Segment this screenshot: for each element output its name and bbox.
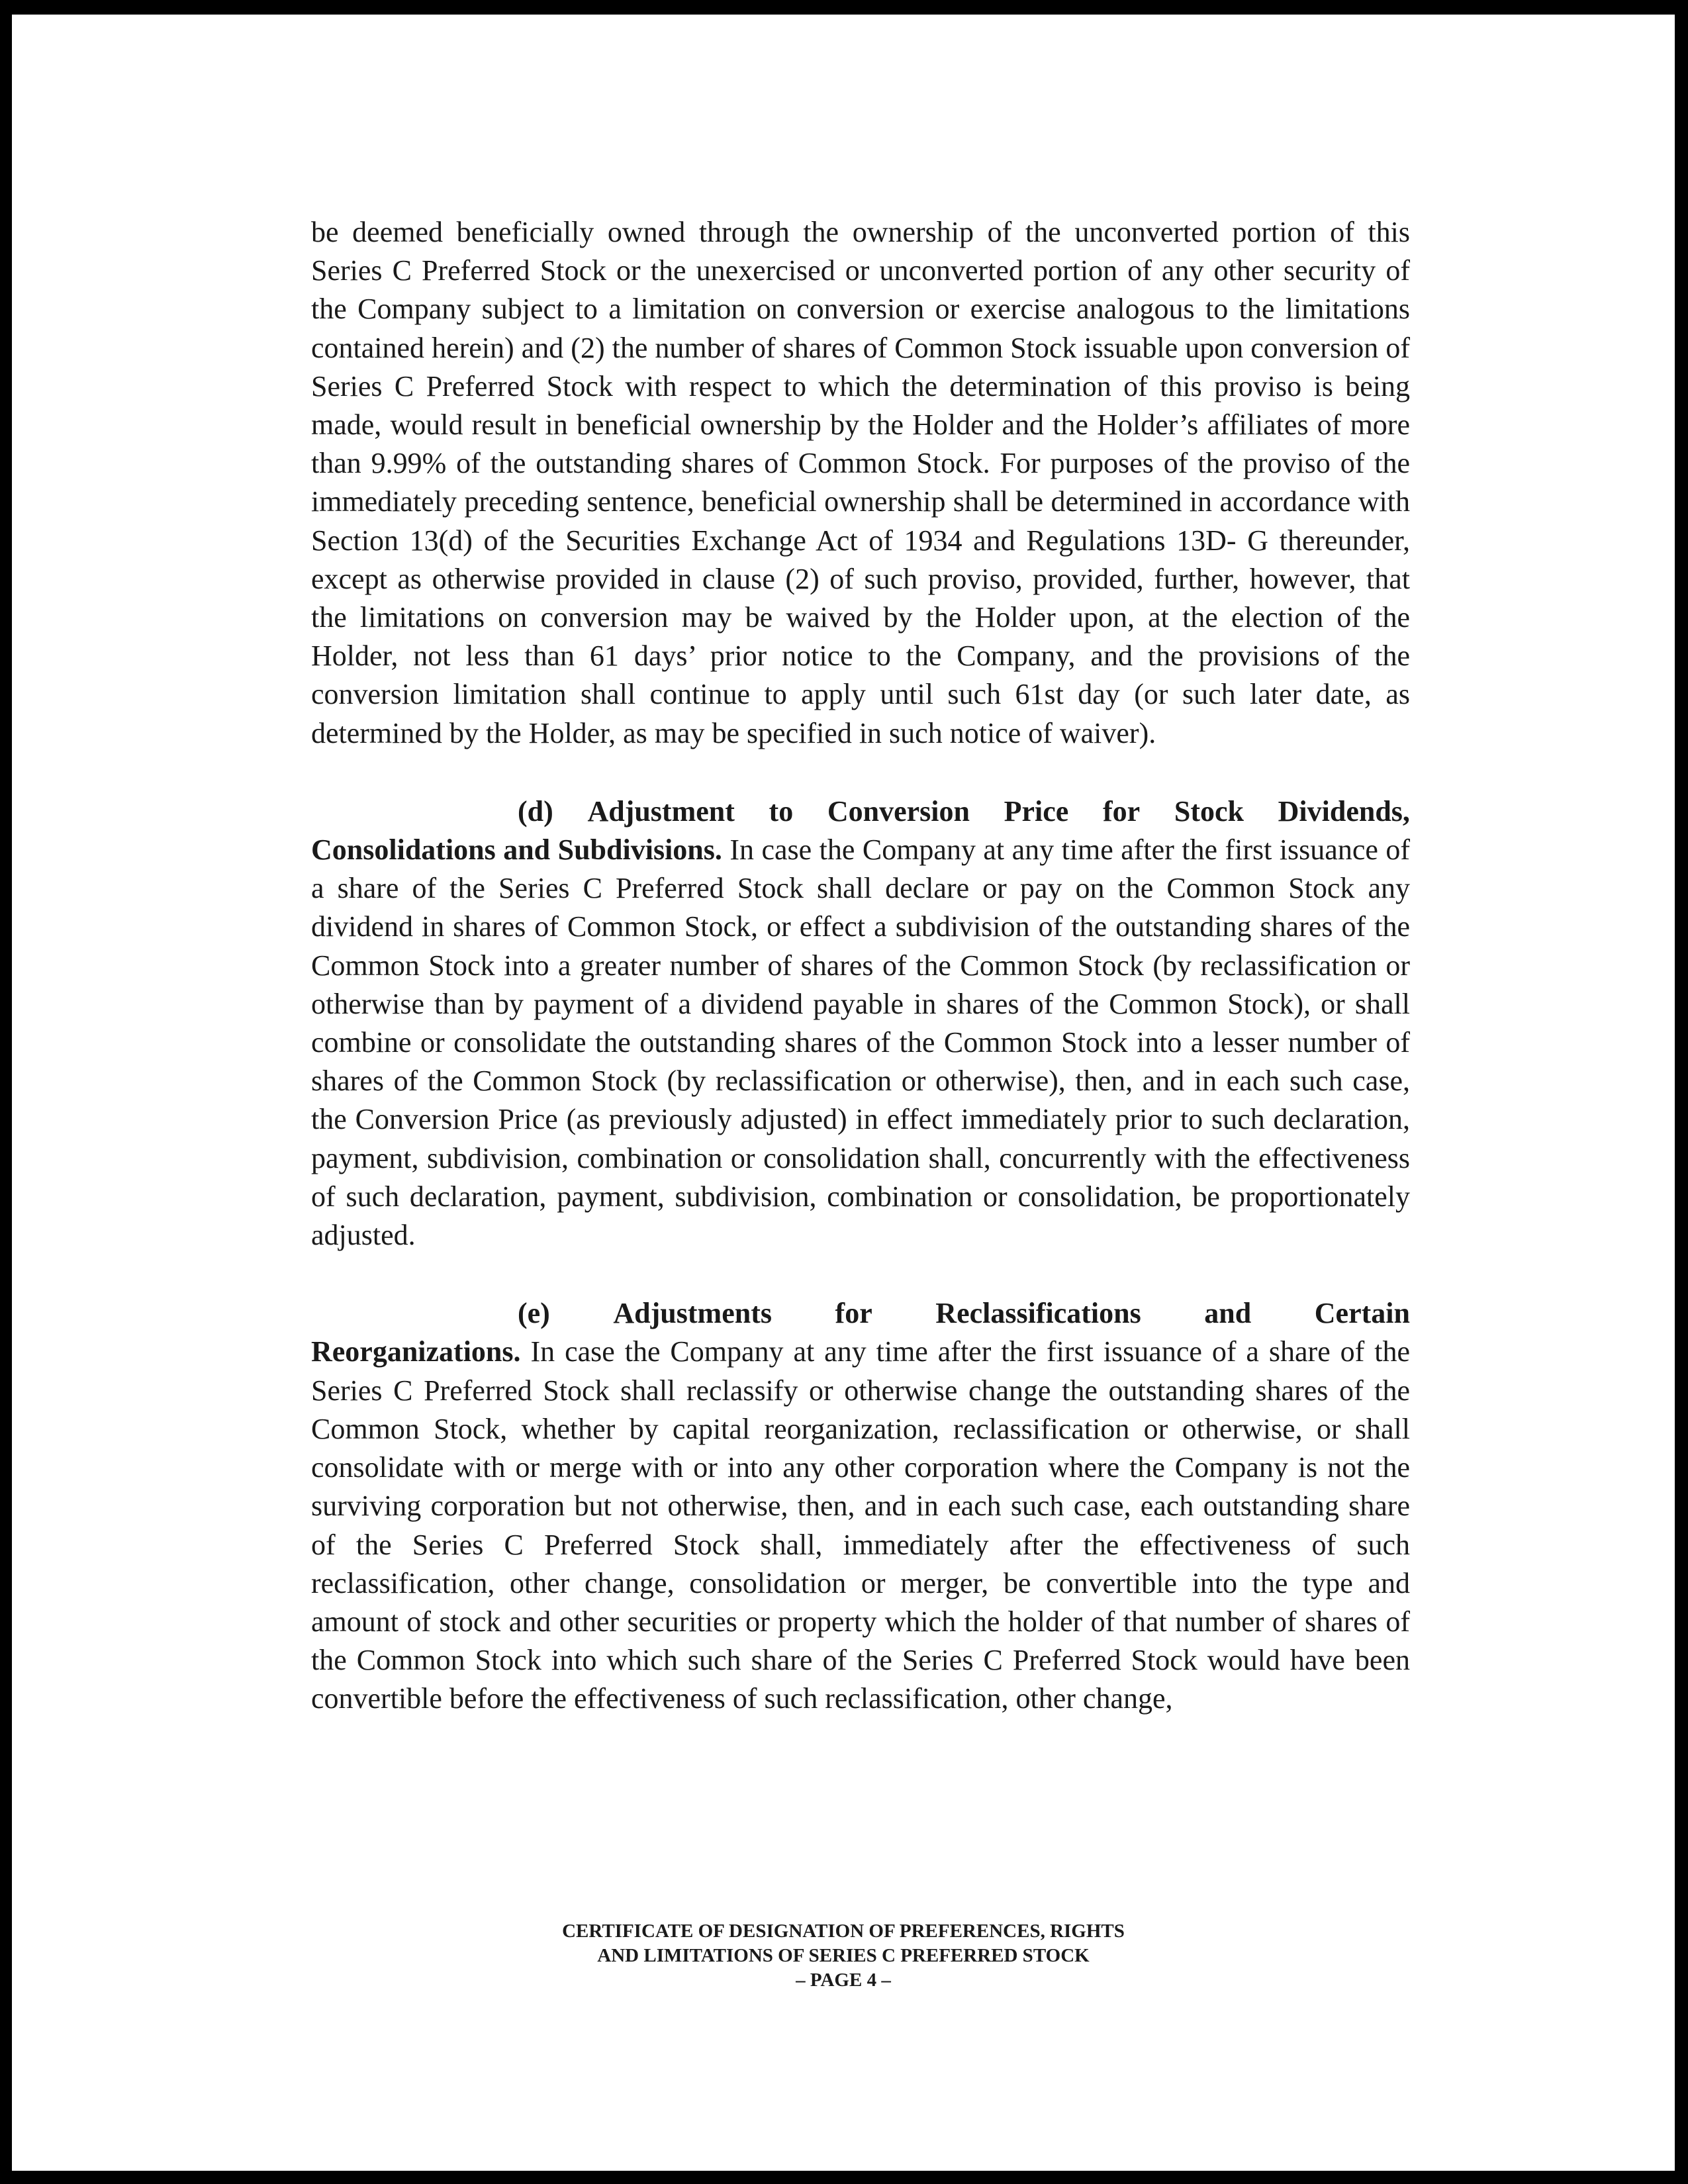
heading-word: and [1204, 1297, 1252, 1330]
heading-word: Certain [1314, 1297, 1410, 1330]
heading-word: Adjustment [587, 794, 735, 828]
section-e-text: In case the Company at any time after the first issuance of a share of the Series C Preferred Stock shall reclassify or otherwise change the outstanding shares of the Common Stock, whether by capital reorganization, reclassification or otherwise, or shall consolidate with or merge with or into any other corporation where the Company is not the surviving corporation but not otherwise, then, and in each such case, each outstanding share of the Series C Preferred Stock shall, immediately after the effectiveness of such reclassification, other change, consolidation or merger, be convertible into the type and amount of stock and other securities or property which the holder of that number of shares of the Common Stock into which such share of the Series C Preferred Stock would have been convertible before the effectiveness of such reclassification, other change, [311, 1335, 1411, 1715]
footer-line-1: CERTIFICATE OF DESIGNATION OF PREFERENCES, RIGHTS [562, 1921, 1125, 1942]
section-d [311, 792, 1410, 1255]
section-e-label: (e) [518, 1297, 550, 1330]
heading-word: for [1103, 794, 1141, 828]
heading-word: Conversion [827, 794, 970, 828]
section-d-label: (d) [518, 794, 553, 828]
heading-word: Reclassifications [935, 1297, 1141, 1330]
heading-word: Price [1004, 794, 1069, 828]
document-body [311, 213, 1410, 1758]
heading-word: for [835, 1297, 872, 1330]
section-d-heading-line [311, 792, 1410, 831]
section-d-body [311, 831, 1410, 1255]
section-d-heading-continued: Consolidations and Subdivisions. [311, 833, 722, 867]
page-footer [12, 1919, 1675, 1993]
paragraph-continuation: be deemed beneficially owned through the ownership of the unconverted portion of this Series C Preferred Stock or the unexercised or unconverted portion of any other security of the Company subject to a limitation on conversion or exercise analogous to the limitations contained herein) and (2) the number of shares of Common Stock issuable upon conversion of Series C Preferred Stock with respect to which the determination of this proviso is being made, would result in beneficial ownership by the Holder and the Holder’s affiliates of more than 9.99% of the outstanding shares of Common Stock. For purposes of the proviso of the immediately preceding sentence, beneficial ownership shall be determined in accordance with Section 13(d) of the Securities Exchange Act of 1934 and Regulations 13D- G thereunder, except as otherwise provided in clause (2) of such proviso, provided, further, however, that the limitations on conversion may be waived by the Holder upon, at the election of the Holder, not less than 61 days’ prior notice to the Company, and the provisions of the conversion limitation shall continue to apply until such 61st day (or such later date, as determined by the Holder, as may be specified in such notice of waiver). [311, 216, 1410, 749]
section-e-heading-continued: Reorganizations. [311, 1335, 521, 1368]
heading-word: Stock [1174, 794, 1244, 828]
heading-word: to [769, 794, 794, 828]
footer-page-number: – PAGE 4 – [796, 1970, 891, 1991]
document-page [12, 15, 1675, 2171]
heading-word: Adjustments [613, 1297, 772, 1330]
heading-word: Dividends, [1278, 794, 1410, 828]
section-e [311, 1294, 1410, 1718]
footer-line-2: AND LIMITATIONS OF SERIES C PREFERRED STOCK [597, 1945, 1090, 1966]
section-e-heading-line [311, 1294, 1410, 1333]
section-e-body [311, 1333, 1410, 1718]
section-d-text: In case the Company at any time after the first issuance of a share of the Series C Preferred Stock shall declare or pay on the Common Stock any dividend in shares of Common Stock, or effect a subdivision of the outstanding shares of the Common Stock into a greater number of shares of the Common Stock (by reclassification or otherwise than by payment of a dividend payable in shares of the Common Stock), or shall combine or consolidate the outstanding shares of the Common Stock into a lesser number of shares of the Common Stock (by reclassification or otherwise), then, and in each such case, the Conversion Price (as previously adjusted) in effect immediately prior to such declaration, payment, subdivision, combination or consolidation shall, concurrently with the effectiveness of such declaration, payment, subdivision, combination or consolidation, be proportionately adjusted. [311, 833, 1411, 1252]
